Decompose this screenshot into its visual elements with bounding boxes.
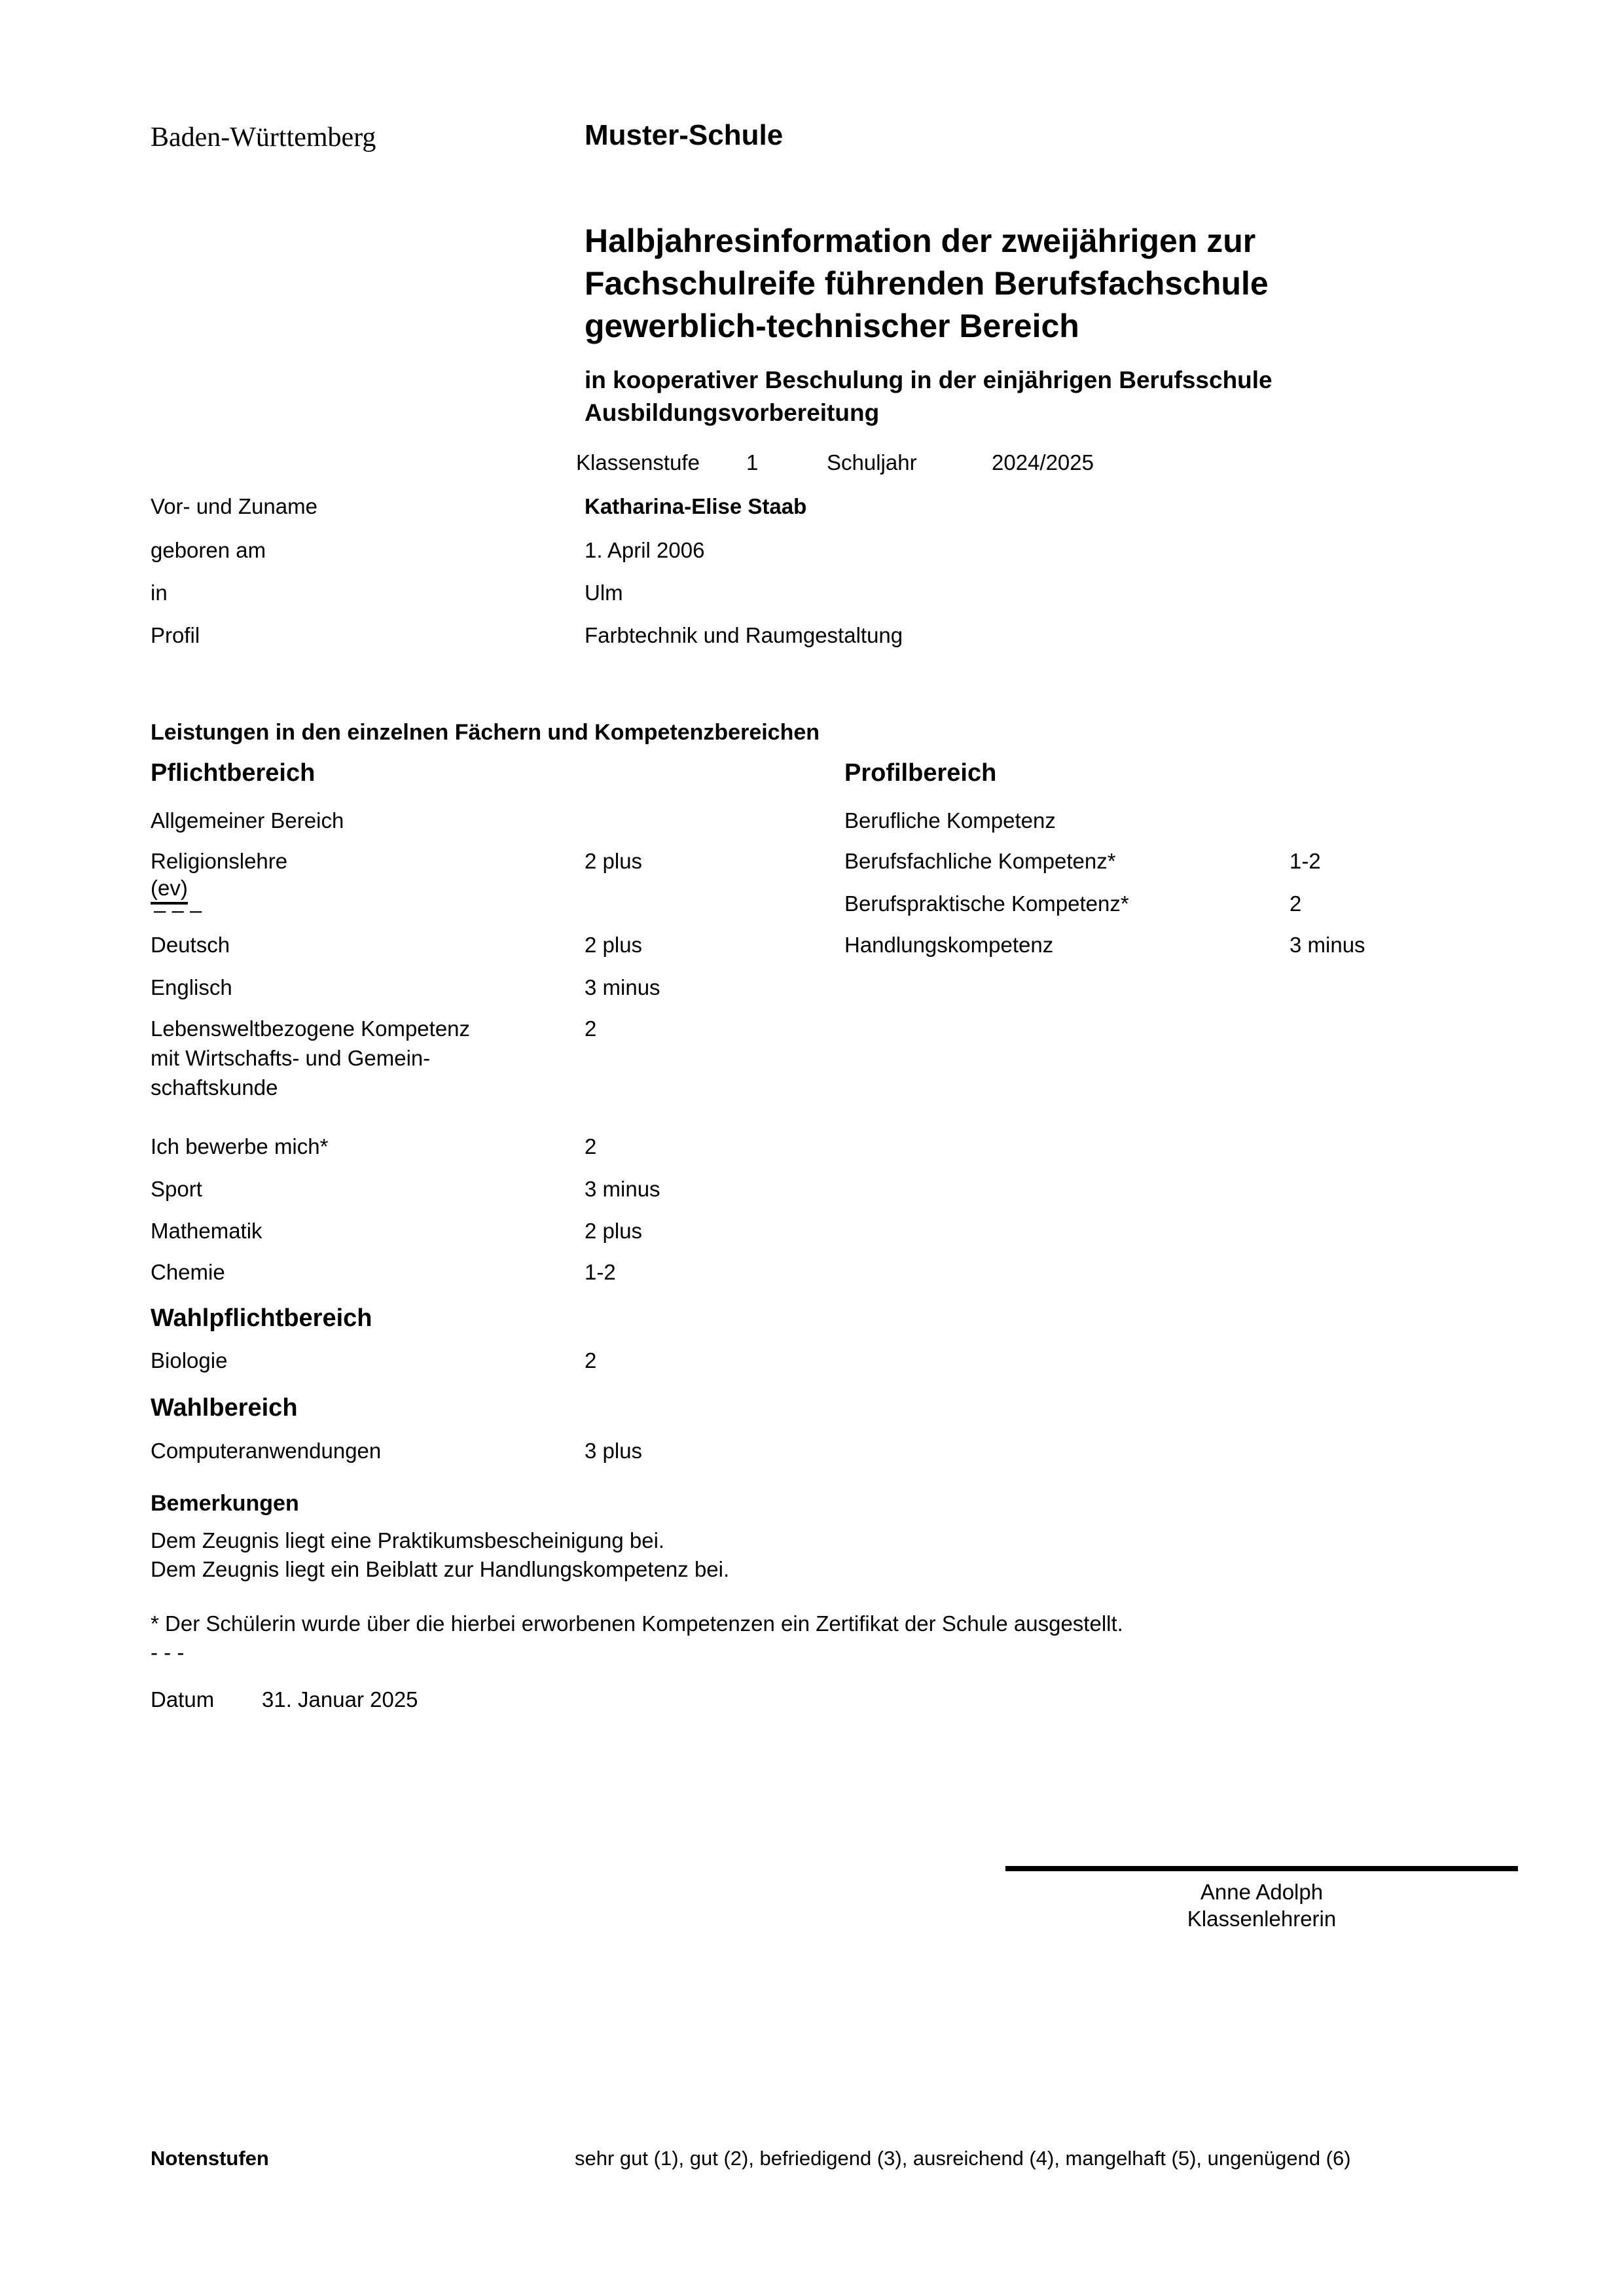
- state-name: Baden-Württemberg: [151, 122, 376, 152]
- pflichtbereich-heading: Pflichtbereich: [151, 759, 316, 787]
- subject-berufspraktische-kompetenz: Berufspraktische Kompetenz*: [844, 891, 1129, 916]
- birth-date-value: 1. April 2006: [585, 538, 705, 562]
- birth-place-label: in: [151, 581, 168, 605]
- grade-scale-label: Notenstufen: [151, 2147, 269, 2170]
- remarks-line-2: Dem Zeugnis liegt ein Beiblatt zur Handlungskompetenz bei.: [151, 1557, 730, 1581]
- religion-denomination: (ev): [151, 876, 188, 905]
- grade-berufsfachliche-kompetenz: 1-2: [1290, 849, 1321, 873]
- document-subtitle-line-1: in kooperativer Beschulung in der einjährigen Berufsschule: [585, 367, 1272, 393]
- subject-area-berufliche-kompetenz: Berufliche Kompetenz: [844, 808, 1056, 833]
- grade-scale-values: sehr gut (1), gut (2), befriedigend (3), ausreichend (4), mangelhaft (5), ungenügend (6): [575, 2147, 1351, 2170]
- subject-mathematik: Mathematik: [151, 1219, 262, 1243]
- subject-lebenswelt-line-1: Lebensweltbezogene Kompetenz: [151, 1016, 471, 1041]
- school-name: Muster-Schule: [585, 119, 784, 151]
- date-value: 31. Januar 2025: [262, 1687, 418, 1712]
- subject-computeranwendungen: Computeranwendungen: [151, 1439, 382, 1463]
- subject-area-allgemein: Allgemeiner Bereich: [151, 808, 344, 833]
- remarks-line-1: Dem Zeugnis liegt eine Praktikumsbescheinigung bei.: [151, 1528, 665, 1552]
- subject-sport: Sport: [151, 1177, 202, 1201]
- grade-berufspraktische-kompetenz: 2: [1290, 891, 1302, 916]
- document-title-line-2: Fachschulreife führenden Berufsfachschule: [585, 265, 1269, 302]
- remarks-heading: Bemerkungen: [151, 1491, 299, 1516]
- document-title-line-1: Halbjahresinformation der zweijährigen zur: [585, 223, 1256, 259]
- document-title-line-3: gewerblich-technischer Bereich: [585, 308, 1079, 344]
- grade-deutsch: 2 plus: [585, 933, 643, 957]
- class-stage-value: 1: [746, 450, 759, 475]
- grade-religionslehre: 2 plus: [585, 849, 643, 873]
- signature-block: [1005, 1878, 1518, 1932]
- remarks-dashes: - - -: [151, 1640, 185, 1664]
- wahlpflichtbereich-heading: Wahlpflichtbereich: [151, 1304, 372, 1332]
- profile-label: Profil: [151, 623, 200, 647]
- signature-name: Anne Adolph: [1200, 1880, 1324, 1904]
- grade-englisch: 3 minus: [585, 975, 660, 999]
- profilbereich-heading: Profilbereich: [844, 759, 997, 787]
- school-year-label: Schuljahr: [827, 450, 917, 475]
- wahlbereich-heading: Wahlbereich: [151, 1394, 298, 1422]
- subject-handlungskompetenz: Handlungskompetenz: [844, 933, 1054, 957]
- grade-sport: 3 minus: [585, 1177, 660, 1201]
- class-stage-label: Klassenstufe: [576, 450, 700, 475]
- grade-handlungskompetenz: 3 minus: [1290, 933, 1365, 957]
- subject-chemie: Chemie: [151, 1260, 225, 1284]
- performance-section-title: Leistungen in den einzelnen Fächern und Kompetenzbereichen: [151, 720, 820, 745]
- grade-lebenswelt: 2: [585, 1016, 597, 1041]
- certificate-note: * Der Schülerin wurde über die hierbei erworbenen Kompetenzen ein Zertifikat der Schule ausgestellt.: [151, 1611, 1123, 1636]
- signature-line: [1005, 1866, 1518, 1871]
- subject-deutsch: Deutsch: [151, 933, 230, 957]
- signature-role: Klassenlehrerin: [1187, 1907, 1337, 1931]
- student-name-value: Katharina-Elise Staab: [585, 494, 807, 518]
- subject-ich-bewerbe-mich: Ich bewerbe mich*: [151, 1134, 329, 1158]
- student-name-label: Vor- und Zuname: [151, 494, 317, 518]
- grade-biologie: 2: [585, 1348, 597, 1372]
- grade-mathematik: 2 plus: [585, 1219, 643, 1243]
- subject-lebenswelt-line-2: mit Wirtschafts- und Gemein-: [151, 1046, 431, 1070]
- subject-biologie: Biologie: [151, 1348, 228, 1372]
- subject-religionslehre: Religionslehre: [151, 849, 288, 873]
- birth-date-label: geboren am: [151, 538, 266, 562]
- subject-lebenswelt-line-3: schaftskunde: [151, 1075, 278, 1100]
- document-subtitle-line-2: Ausbildungsvorbereitung: [585, 399, 880, 426]
- subject-berufsfachliche-kompetenz: Berufsfachliche Kompetenz*: [844, 849, 1116, 873]
- subject-englisch: Englisch: [151, 975, 232, 999]
- grade-ich-bewerbe-mich: 2: [585, 1134, 597, 1158]
- grade-computeranwendungen: 3 plus: [585, 1439, 643, 1463]
- birth-place-value: Ulm: [585, 581, 623, 605]
- date-label: Datum: [151, 1687, 215, 1712]
- religion-dashes: – – –: [154, 898, 202, 922]
- school-year-value: 2024/2025: [992, 450, 1094, 475]
- grade-chemie: 1-2: [585, 1260, 616, 1284]
- profile-value: Farbtechnik und Raumgestaltung: [585, 623, 903, 647]
